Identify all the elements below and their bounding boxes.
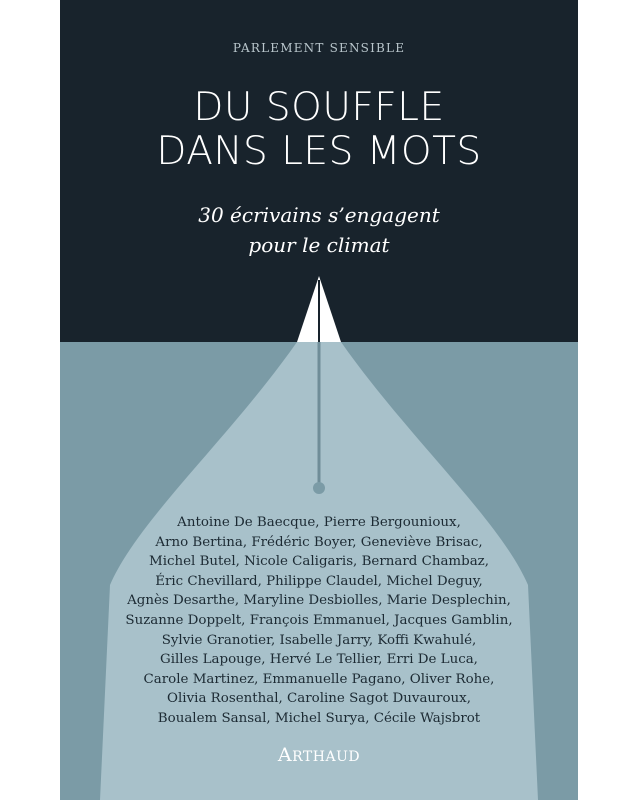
- publisher-initial: A: [277, 744, 293, 766]
- authors-line: Carole Martinez, Emmanuelle Pagano, Oliver Rohe,: [143, 671, 495, 687]
- subtitle-line-2: pour le climat: [248, 233, 390, 257]
- authors-list: [60, 513, 578, 729]
- nib-breather-hole: [313, 482, 325, 494]
- authors-line: Éric Chevillard, Philippe Claudel, Michel Deguy,: [155, 573, 483, 589]
- publisher-rest: RTHAUD: [292, 749, 361, 765]
- authors-line: Gilles Lapouge, Hervé Le Tellier, Erri De Luca,: [160, 652, 478, 668]
- publisher-logo: [60, 744, 578, 766]
- authors-line: Michel Butel, Nicole Caligaris, Bernard Chambaz,: [148, 554, 489, 570]
- authors-line: Olivia Rosenthal, Caroline Sagot Duvauroux,: [167, 691, 471, 707]
- subtitle-line-1: 30 écrivains s’engagent: [198, 203, 440, 227]
- authors-line: Arno Bertina, Frédéric Boyer, Geneviève Brisac,: [155, 534, 483, 550]
- book-cover: [60, 0, 578, 800]
- authors-line: Suzanne Doppelt, François Emmanuel, Jacques Gamblin,: [125, 612, 513, 628]
- series-name: PARLEMENT SENSIBLE: [232, 41, 406, 55]
- book-title-line-2: DANS LES MOTS: [156, 129, 482, 174]
- authors-line: Antoine De Baecque, Pierre Bergounioux,: [177, 515, 461, 530]
- authors-line: Boualem Sansal, Michel Surya, Cécile Wajsbrot: [157, 710, 481, 726]
- authors-line: Agnès Desarthe, Maryline Desbiolles, Marie Desplechin,: [127, 593, 511, 609]
- book-title-line-1: DU SOUFFLE: [193, 85, 445, 130]
- authors-line: Sylvie Granotier, Isabelle Jarry, Koffi Kwahulé,: [161, 632, 477, 648]
